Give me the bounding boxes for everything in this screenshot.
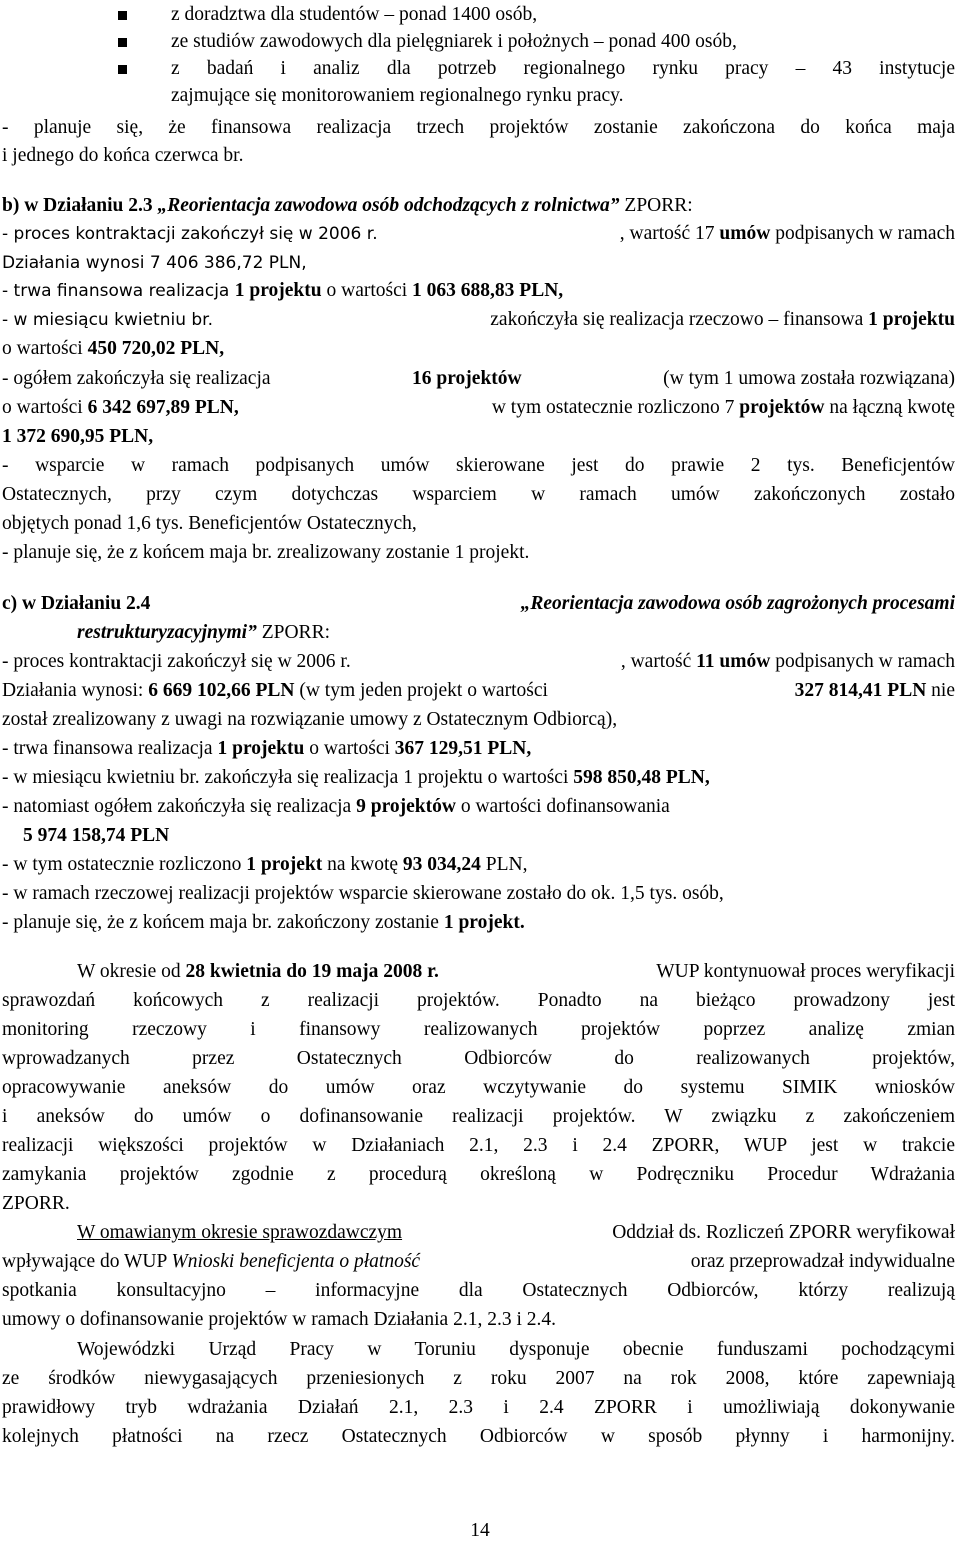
text-line: 5 974 158,74 PLN xyxy=(23,825,170,846)
text-part: W okresie od xyxy=(77,961,186,982)
text-line: zamykania projektów zgodnie z procedurą określoną w Podręczniku Procedur Wdrażania xyxy=(2,1164,955,1185)
text-part: 28 kwietnia do 19 maja 2008 r. xyxy=(185,961,439,982)
text-line xyxy=(2,852,528,878)
heading-title: „Reorientacja zawodowa osób odchodzących z rolnictwa” xyxy=(157,195,620,216)
text-part: 1 063 688,83 PLN, xyxy=(412,280,564,301)
text-part: (w tym 1 umowa została rozwiązana) xyxy=(663,368,955,389)
text-line xyxy=(2,366,955,392)
text-part: umów xyxy=(719,223,771,244)
heading-part: 3 xyxy=(142,195,158,216)
text-line: prawidłowy tryb wdrażania Działań 2.1, 2.3 i 2.4 ZPORR i umożliwiają dokonywanie xyxy=(2,1397,955,1418)
text-part: Wnioski beneficjenta o płatność xyxy=(171,1251,421,1272)
text-line: Ostatecznych, przy czym dotychczas wsparciem w ramach umów zakończonych zostało xyxy=(2,484,955,505)
bullet-item-2: ze studiów zawodowych dla pielęgniarek i położnych – ponad 400 osób, xyxy=(171,31,737,52)
text-part xyxy=(621,649,955,675)
text-part xyxy=(2,678,548,704)
text-part: - w miesiącu kwietniu br. xyxy=(2,310,214,330)
text-part: - trwa finansowa realizacja xyxy=(2,281,235,301)
bullet-item-1: z doradztwa dla studentów – ponad 1400 osób, xyxy=(171,4,538,25)
text-part: o wartości xyxy=(321,280,413,301)
text-part: o wartości xyxy=(2,338,88,359)
text-part: - planuje się, że z końcem maja br. zakończony zostanie xyxy=(2,912,444,933)
text-part: - w tym ostatecznie rozliczono xyxy=(2,854,247,875)
text-part: WUP kontynuował proces weryfikacji xyxy=(656,961,955,982)
text-part: Działania wynosi: xyxy=(2,680,149,701)
text-line xyxy=(2,336,224,362)
text-part xyxy=(795,678,955,704)
text-part: 327 814,41 PLN xyxy=(794,680,927,701)
section-c-heading xyxy=(2,591,955,617)
text-part: podpisanych w ramach xyxy=(770,223,955,244)
text-line xyxy=(77,1220,955,1246)
text-part: na kwotę xyxy=(322,854,403,875)
bullet-item-3-cont: zajmujące się monitorowaniem regionalnego rynku pracy. xyxy=(171,85,624,106)
text-line: Działania wynosi 7 406 386,72 PLN, xyxy=(2,253,307,273)
text-line: ZPORR. xyxy=(2,1193,70,1214)
heading-part: b) w Działaniu 2. xyxy=(2,195,143,216)
text-line: monitoring rzeczowy i finansowy realizowanych projektów poprzez analizę zmian xyxy=(2,1019,955,1040)
text-line: i jednego do końca czerwca br. xyxy=(2,145,244,166)
text-line: ze środków niewygasających przeniesionych z roku 2007 na rok 2008, które zapewniają xyxy=(2,1368,955,1389)
heading-part xyxy=(2,591,150,617)
page-number: 14 xyxy=(470,1520,490,1541)
text-line: został zrealizowany z uwagi na rozwiązanie umowy z Ostatecznym Odbiorcą), xyxy=(2,709,618,730)
heading-part: ZPORR: xyxy=(619,195,693,216)
text-part: Oddział ds. Rozliczeń ZPORR weryfikował xyxy=(612,1222,955,1243)
text-part: projektów xyxy=(739,397,825,418)
text-line: objętych ponad 1,6 tys. Beneficjentów Ostatecznych, xyxy=(2,513,417,534)
text-line: - planuje się, że finansowa realizacja trzech projektów zostanie zakończona do końca maja xyxy=(2,117,955,138)
text-part xyxy=(620,221,955,247)
text-line xyxy=(2,221,955,247)
text-line: realizacji większości projektów w Działaniach 2.1, 2.3 i 2.4 ZPORR, WUP jest w trakcie xyxy=(2,1135,955,1156)
section-b-heading xyxy=(2,193,693,219)
text-part: oraz przeprowadzał indywidualne xyxy=(690,1251,955,1272)
text-part: (w tym jeden projekt o wartości xyxy=(294,680,548,701)
text-line: kolejnych płatności na rzecz Ostatecznych Odbiorców w sposób płynny i harmonijny. xyxy=(2,1426,955,1447)
text-part: na łączną kwotę xyxy=(824,397,955,418)
text-part: 1 projektu xyxy=(234,280,322,301)
text-part: nie xyxy=(926,680,955,701)
text-line: wprowadzanych przez Ostatecznych Odbiorców do realizowanych projektów, xyxy=(2,1048,955,1069)
text-part: 93 034,24 xyxy=(402,854,481,875)
text-line xyxy=(2,1249,955,1275)
text-part: , wartość xyxy=(620,651,697,672)
text-line xyxy=(2,307,955,333)
text-line xyxy=(2,794,670,820)
text-line: - w ramach rzeczowej realizacji projektów wsparcie skierowane zostało do ok. 1,5 tys. osób, xyxy=(2,883,724,904)
bullet-marker xyxy=(118,38,127,47)
text-line: umowy o dofinansowanie projektów w ramach Działania 2.1, 2.3 i 2.4. xyxy=(2,1309,556,1330)
text-part: 16 projektów xyxy=(412,368,522,389)
text-part: 9 projektów xyxy=(356,796,456,817)
text-part: 1 projektu xyxy=(868,309,955,330)
text-part: 1 projekt xyxy=(246,854,323,875)
text-part: w tym ostatecznie rozliczono 7 xyxy=(491,397,740,418)
text-part: 1 projekt. xyxy=(443,912,525,933)
heading-part: c) w Działaniu 2. xyxy=(2,593,141,614)
text-part: zakończyła się realizacja 1 projektu o wartości xyxy=(199,767,574,788)
text-part: 6 342 697,89 PLN, xyxy=(87,397,239,418)
text-line: Wojewódzki Urząd Pracy w Toruniu dysponuje obecnie funduszami pochodzącymi xyxy=(77,1339,955,1360)
text-part: PLN, xyxy=(480,854,528,875)
text-part: o wartości dofinansowania xyxy=(455,796,670,817)
text-part: - proces kontraktacji zakończył się w 2006 r. xyxy=(2,651,351,672)
heading-title: „Reorientacja zawodowa osób zagrożonych procesami xyxy=(520,593,955,614)
text-part: , wartość 17 xyxy=(619,223,720,244)
text-part: - ogółem zakończyła się realizacja xyxy=(2,368,271,389)
text-line xyxy=(2,736,531,762)
text-line: 1 372 690,95 PLN, xyxy=(2,426,154,447)
heading-title: restrukturyzacyjnymi” xyxy=(77,622,257,643)
text-part: - w miesiącu kwietniu br. xyxy=(2,767,200,788)
text-part xyxy=(492,395,955,421)
text-line xyxy=(2,649,955,675)
text-part xyxy=(2,395,239,421)
bullet-marker xyxy=(118,65,127,74)
bullet-marker xyxy=(118,11,127,20)
text-part: 367 129,51 PLN, xyxy=(394,738,532,759)
text-line xyxy=(2,678,955,704)
text-part: - proces kontraktacji zakończył się w 2006 r. xyxy=(2,224,378,244)
text-part: o wartości xyxy=(2,397,88,418)
text-part: - natomiast ogółem zakończyła się realizacja xyxy=(2,796,357,817)
text-part: - trwa finansowa realizacja xyxy=(2,738,218,759)
heading-part: ZPORR: xyxy=(256,622,330,643)
text-line xyxy=(2,278,563,304)
text-line: spotkania konsultacyjno – informacyjne dla Ostatecznych Odbiorców, którzy realizują xyxy=(2,1280,955,1301)
text-line xyxy=(2,395,955,421)
text-part: podpisanych w ramach xyxy=(770,651,955,672)
text-line xyxy=(77,959,955,985)
text-part xyxy=(2,1249,420,1275)
text-line: - wsparcie w ramach podpisanych umów skierowane jest do prawie 2 tys. Beneficjentów xyxy=(2,455,955,476)
text-part: 450 720,02 PLN, xyxy=(87,338,225,359)
text-line: i aneksów do umów o dofinansowanie realizacji projektów. W związku z zakończeniem xyxy=(2,1106,955,1127)
text-line xyxy=(2,765,710,791)
text-line: sprawozdań końcowych z realizacji projektów. Ponadto na bieżąco prowadzony jest xyxy=(2,990,955,1011)
text-part: o wartości xyxy=(304,738,395,759)
heading-part: 4 xyxy=(140,593,151,614)
text-line xyxy=(2,910,525,936)
text-part: 11 umów xyxy=(696,651,771,672)
text-part: zakończyła się realizacja rzeczowo – finansowa xyxy=(490,309,869,330)
text-part: 6 669 102,66 PLN xyxy=(148,680,295,701)
text-part: 1 projektu xyxy=(217,738,305,759)
underlined-text: W omawianym okresie sprawozdawczym xyxy=(77,1222,403,1243)
text-part xyxy=(77,959,439,985)
section-c-heading-cont xyxy=(77,620,330,646)
text-line: - planuje się, że z końcem maja br. zrealizowany zostanie 1 projekt. xyxy=(2,542,530,563)
bullet-item-3: z badań i analiz dla potrzeb regionalnego rynku pracy – 43 instytucje xyxy=(171,58,955,79)
text-part: wpływające do WUP xyxy=(2,1251,172,1272)
text-part xyxy=(490,307,955,333)
text-part: 598 850,48 PLN, xyxy=(573,767,710,788)
text-line: opracowywanie aneksów do umów oraz wczytywanie do systemu SIMIK wniosków xyxy=(2,1077,955,1098)
